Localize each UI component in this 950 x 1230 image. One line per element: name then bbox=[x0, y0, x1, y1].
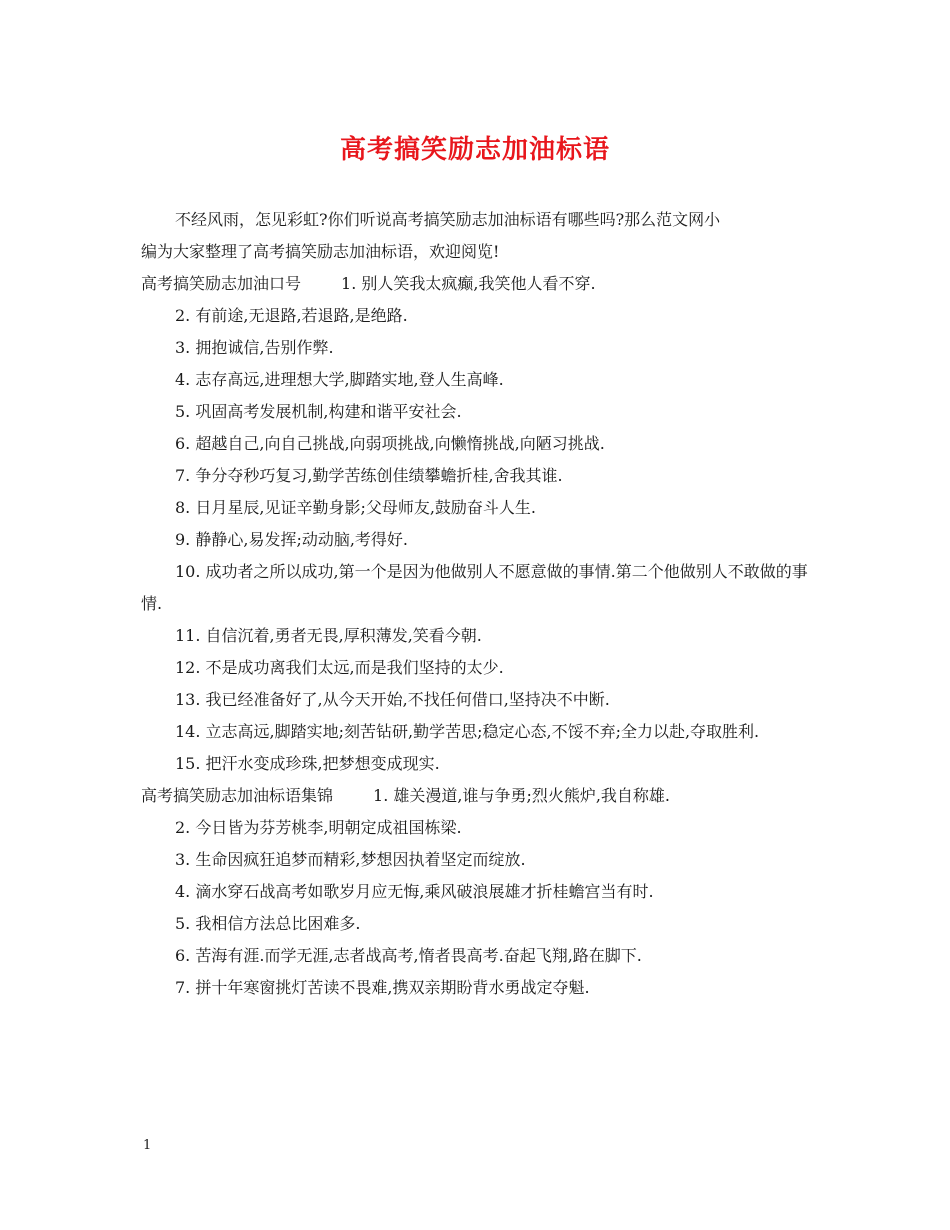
intro-line-2: 编为大家整理了高考搞笑励志加油标语，欢迎阅览! bbox=[141, 242, 500, 261]
list-item: 7. 争分夺秒巧复习,勤学苦练创佳绩攀蟾折桂,舍我其谁. bbox=[175, 466, 563, 485]
list-item: 2. 今日皆为芬芳桃李,明朝定成祖国栋梁. bbox=[175, 818, 462, 837]
list-item: 5. 巩固高考发展机制,构建和谐平安社会. bbox=[175, 402, 462, 421]
list-item: 1. 雄关漫道,谁与争勇;烈火熊炉,我自称雄. bbox=[373, 786, 671, 805]
list-item: 15. 把汗水变成珍珠,把梦想变成现实. bbox=[175, 754, 440, 773]
section-2-heading: 高考搞笑励志加油标语集锦 bbox=[141, 786, 334, 805]
section-1-heading-line bbox=[141, 268, 813, 300]
list-item: 13. 我已经准备好了,从今天开始,不找任何借口,坚持决不中断. bbox=[175, 690, 610, 709]
list-item: 4. 滴水穿石战高考如歌岁月应无悔,乘风破浪展雄才折桂蟾宫当有时. bbox=[175, 882, 654, 901]
intro-paragraph bbox=[141, 204, 813, 268]
list-item: 12. 不是成功离我们太远,而是我们坚持的太少. bbox=[175, 658, 504, 677]
list-item: 5. 我相信方法总比困难多. bbox=[175, 914, 361, 933]
list-item: 6. 超越自己,向自己挑战,向弱项挑战,向懒惰挑战,向陋习挑战. bbox=[175, 434, 605, 453]
list-item: 10. 成功者之所以成功,第一个是因为他做别人不愿意做的事情.第二个他做别人不敢做的事情. bbox=[141, 562, 808, 613]
list-item: 9. 静静心,易发挥;动动脑,考得好. bbox=[175, 530, 409, 549]
list-item: 3. 生命因疯狂追梦而精彩,梦想因执着坚定而绽放. bbox=[175, 850, 526, 869]
section-2-heading-line bbox=[141, 780, 813, 812]
list-item: 3. 拥抱诚信,告别作弊. bbox=[175, 338, 334, 357]
list-item: 14. 立志高远,脚踏实地;刻苦钻研,勤学苦思;稳定心态,不馁不弃;全力以赴,夺取胜利. bbox=[175, 722, 760, 741]
list-item: 7. 拼十年寒窗挑灯苦读不畏难,携双亲期盼背水勇战定夺魁. bbox=[175, 978, 590, 997]
page-number: 1 bbox=[143, 1138, 152, 1153]
section-1-heading: 高考搞笑励志加油口号 bbox=[141, 274, 302, 293]
list-item: 1. 别人笑我太疯癫,我笑他人看不穿. bbox=[341, 274, 596, 293]
intro-line-1: 不经风雨，怎见彩虹?你们听说高考搞笑励志加油标语有哪些吗?那么范文网小 bbox=[175, 210, 721, 229]
list-item: 4. 志存高远,进理想大学,脚踏实地,登人生高峰. bbox=[175, 370, 504, 389]
list-item: 6. 苦海有涯.而学无涯,志者战高考,惰者畏高考.奋起飞翔,路在脚下. bbox=[175, 946, 642, 965]
list-item: 8. 日月星辰,见证辛勤身影;父母师友,鼓励奋斗人生. bbox=[175, 498, 537, 517]
list-item: 11. 自信沉着,勇者无畏,厚积薄发,笑看今朝. bbox=[175, 626, 482, 645]
list-item: 2. 有前途,无退路,若退路,是绝路. bbox=[175, 306, 408, 325]
page-title: 高考搞笑励志加油标语 bbox=[339, 135, 610, 165]
document-body bbox=[141, 204, 813, 1004]
